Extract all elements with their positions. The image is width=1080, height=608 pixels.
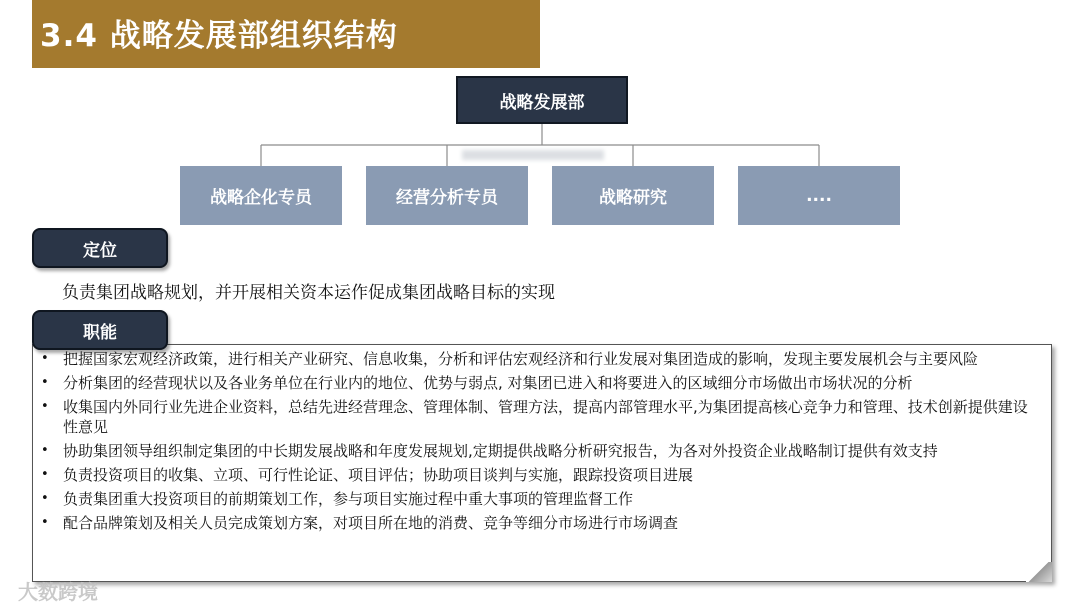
org-root-node: 战略发展部 (456, 76, 628, 124)
positioning-tab: 定位 (32, 228, 168, 268)
duty-item: • 分析集团的经营现状以及各业务单位在行业内的地位、优势与弱点, 对集团已进入和将要进入的区域细分市场做出市场状况的分析 (41, 373, 1037, 393)
org-child-node-3: 战略研究 (552, 166, 714, 225)
duties-list (33, 345, 1051, 533)
duty-item: • 负责投资项目的收集、立项、可行性论证、项目评估；协助项目谈判与实施，跟踪投资项目进展 (41, 465, 1037, 485)
duties-panel (32, 344, 1052, 582)
duty-item: • 配合品牌策划及相关人员完成策划方案，对项目所在地的消费、竞争等细分市场进行市场调查 (41, 513, 1037, 533)
org-child-node-4: .... (738, 166, 900, 225)
duties-tab: 职能 (32, 310, 168, 350)
duty-item: • 协助集团领导组织制定集团的中长期发展战略和年度发展规划,定期提供战略分析研究报告，为各对外投资企业战略制订提供有效支持 (41, 441, 1037, 461)
page-title: 3.4 战略发展部组织结构 (40, 18, 398, 54)
duty-item: • 收集国内外同行业先进企业资料，总结先进经营理念、管理体制、管理方法，提高内部管理水平,为集团提高核心竞争力和管理、技术创新提供建设性意见 (41, 397, 1037, 437)
duty-item: • 把握国家宏观经济政策，进行相关产业研究、信息收集，分析和评估宏观经济和行业发展对集团造成的影响，发现主要发展机会与主要风险 (41, 349, 1037, 369)
watermark: 大数跨境 (18, 580, 98, 604)
org-child-node-1: 战略企化专员 (180, 166, 342, 225)
duty-item: • 负责集团重大投资项目的前期策划工作，参与项目实施过程中重大事项的管理监督工作 (41, 489, 1037, 509)
page-curl-corner (1026, 562, 1052, 582)
positioning-text: 负责集团战略规划，并开展相关资本运作促成集团战略目标的实现 (62, 283, 555, 303)
org-child-node-2: 经营分析专员 (366, 166, 528, 225)
blurred-strip (462, 150, 604, 160)
